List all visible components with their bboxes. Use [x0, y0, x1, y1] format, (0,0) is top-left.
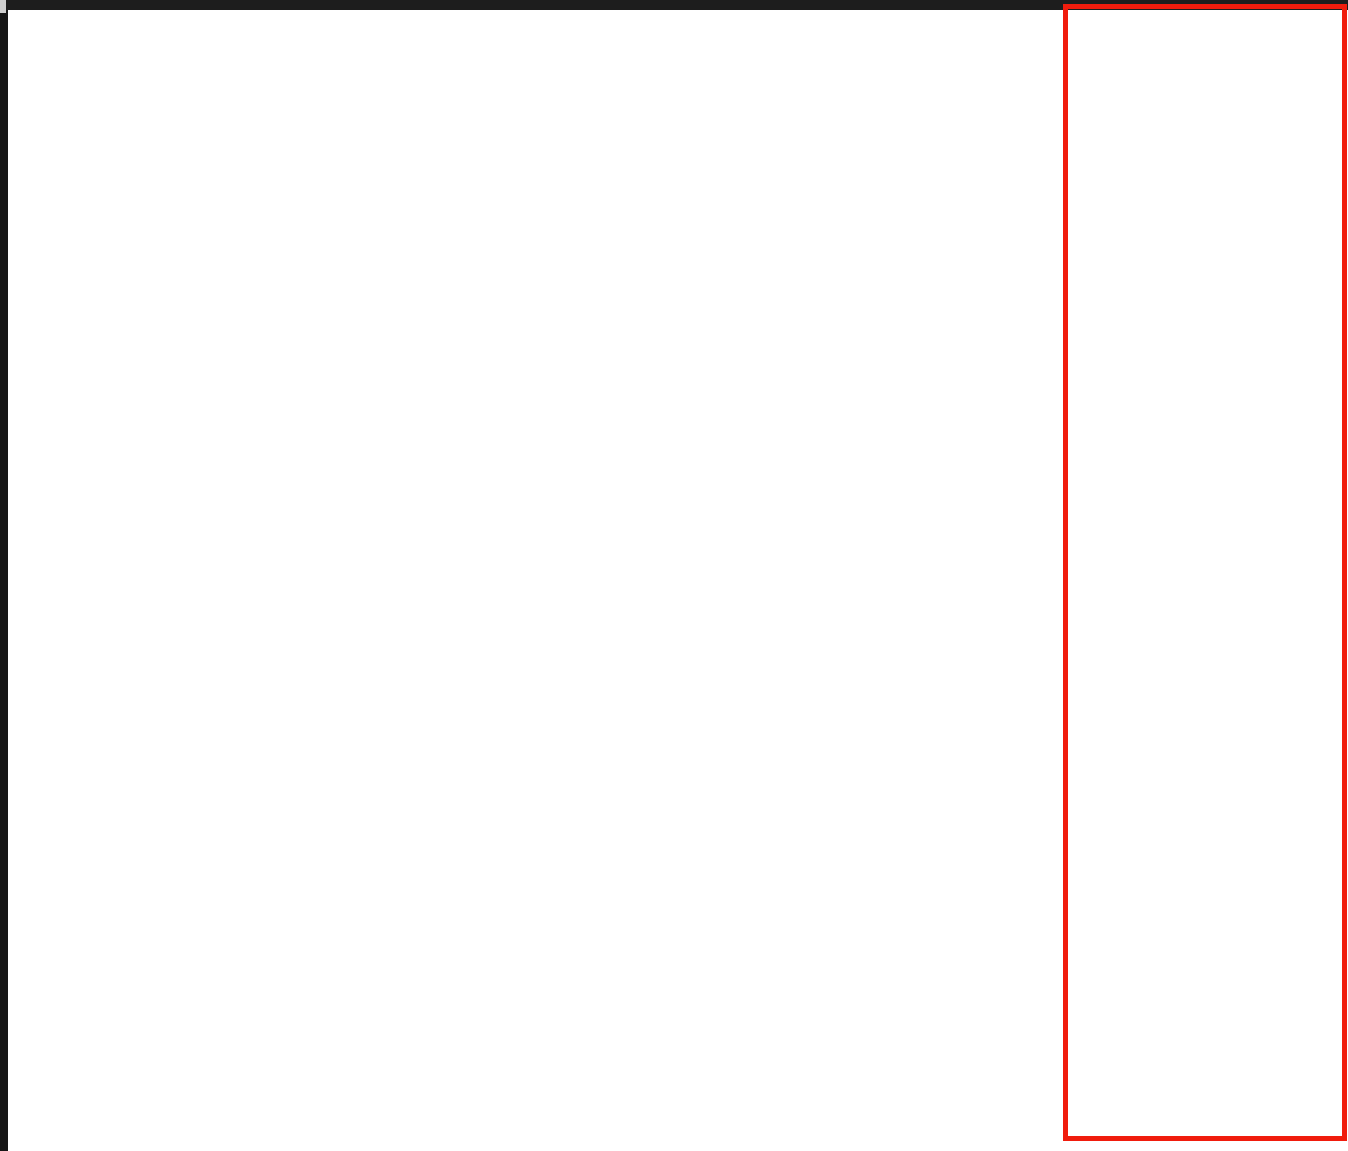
red-annotation-rectangle [1063, 4, 1347, 1141]
cropped-top-header-strip [0, 0, 1348, 10]
cropped-left-row-strip [0, 10, 8, 1151]
corner-notch [0, 0, 6, 13]
